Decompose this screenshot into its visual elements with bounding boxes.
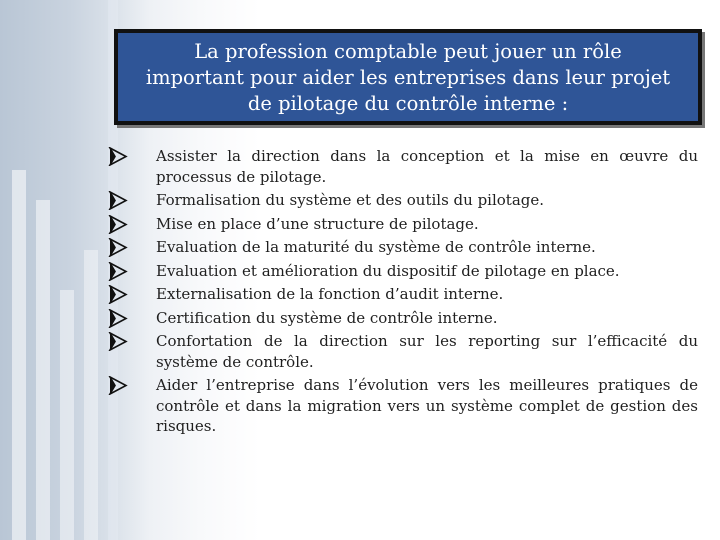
list-item-text: Evaluation et amélioration du dispositif de pilotage en place. xyxy=(156,261,620,280)
list-item xyxy=(108,214,698,235)
bullet-list xyxy=(108,146,698,440)
list-item xyxy=(108,308,698,329)
list-item xyxy=(108,375,698,437)
title-line-3: de pilotage du contrôle interne : xyxy=(247,92,569,115)
arrowhead-bullet-icon xyxy=(108,147,128,166)
arrowhead-bullet-icon xyxy=(108,309,128,328)
title-line-2: important pour aider les entreprises dans leur projet xyxy=(145,66,671,89)
arrowhead-bullet-icon xyxy=(108,191,128,210)
arrowhead-bullet-icon xyxy=(108,332,128,351)
list-item-text: Mise en place d’une structure de pilotage. xyxy=(156,214,479,233)
arrowhead-bullet-icon xyxy=(108,215,128,234)
list-item xyxy=(108,284,698,305)
list-item xyxy=(108,331,698,372)
list-item xyxy=(108,146,698,187)
list-item-text: Aider l’entreprise dans l’évolution vers les meilleures pratiques de contrôle et dans la migration vers un système complet de gestion des risques. xyxy=(156,376,698,435)
list-item xyxy=(108,261,698,282)
arrowhead-bullet-icon xyxy=(108,262,128,281)
arrowhead-bullet-icon xyxy=(108,238,128,257)
list-item-text: Assister la direction dans la conception et la mise en œuvre du processus de pilotage. xyxy=(156,147,698,186)
arrowhead-bullet-icon xyxy=(108,376,128,395)
list-item xyxy=(108,190,698,211)
arrowhead-bullet-icon xyxy=(108,285,128,304)
title-line-1: La profession comptable peut jouer un rôle xyxy=(194,40,622,63)
list-item-text: Formalisation du système et des outils du pilotage. xyxy=(156,191,545,209)
slide-title xyxy=(114,29,702,125)
list-item-text: Externalisation de la fonction d’audit interne. xyxy=(156,285,504,303)
list-item-text: Confortation de la direction sur les reporting sur l’efficacité du système de contrôle. xyxy=(156,332,698,371)
list-item-text: Certification du système de contrôle interne. xyxy=(156,308,498,327)
list-item-text: Evaluation de la maturité du système de contrôle interne. xyxy=(156,238,596,256)
list-item xyxy=(108,237,698,258)
